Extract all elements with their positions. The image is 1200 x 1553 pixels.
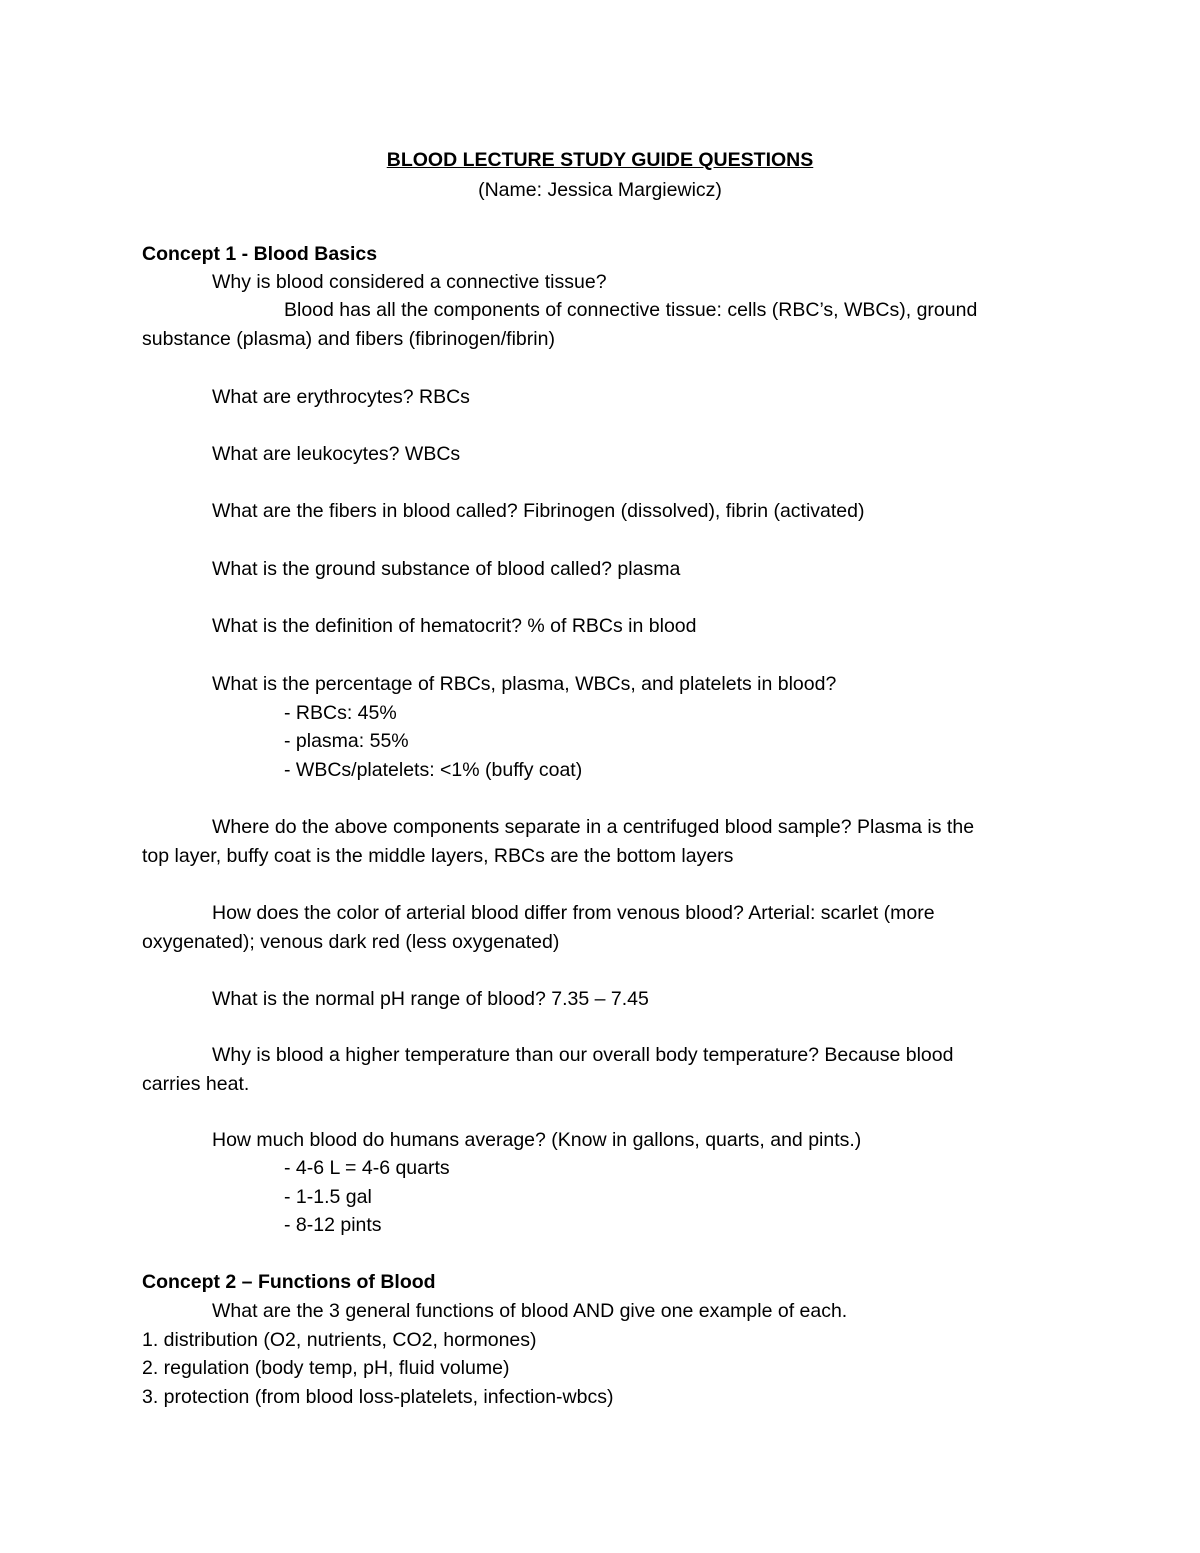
answer-connective-line2: substance (plasma) and fibers (fibrinogen/fibrin)	[142, 328, 555, 350]
question-erythrocytes: What are erythrocytes? RBCs	[212, 386, 470, 408]
question-hematocrit: What is the definition of hematocrit? % of RBCs in blood	[212, 615, 697, 637]
concept1-heading: Concept 1 - Blood Basics	[142, 243, 378, 265]
answer-volume-gallons: - 1-1.5 gal	[284, 1186, 372, 1208]
question-temperature-line1: Why is blood a higher temperature than our overall body temperature? Because blood	[212, 1044, 954, 1066]
answer-percentage-plasma: - plasma: 55%	[284, 730, 409, 752]
question-functions: What are the 3 general functions of blood AND give one example of each.	[212, 1300, 848, 1322]
concept2-heading: Concept 2 – Functions of Blood	[142, 1271, 436, 1293]
answer-function-protection: 3. protection (from blood loss-platelets, infection-wbcs)	[142, 1386, 614, 1408]
question-percentage: What is the percentage of RBCs, plasma, WBCs, and platelets in blood?	[212, 673, 837, 695]
question-ph: What is the normal pH range of blood? 7.35 – 7.45	[212, 988, 649, 1010]
answer-volume-pints: - 8-12 pints	[284, 1214, 382, 1236]
question-volume: How much blood do humans average? (Know in gallons, quarts, and pints.)	[212, 1129, 862, 1151]
answer-percentage-wbcs: - WBCs/platelets: <1% (buffy coat)	[284, 759, 583, 781]
question-color-line1: How does the color of arterial blood differ from venous blood? Arterial: scarlet (more	[212, 902, 935, 924]
question-color-line2: oxygenated); venous dark red (less oxygenated)	[142, 931, 560, 953]
page-subtitle: (Name: Jessica Margiewicz)	[478, 179, 722, 201]
answer-connective-line1: Blood has all the components of connective tissue: cells (RBC’s, WBCs), ground	[284, 299, 978, 321]
question-temperature-line2: carries heat.	[142, 1073, 250, 1095]
answer-function-regulation: 2. regulation (body temp, pH, fluid volume)	[142, 1357, 510, 1379]
question-connective: Why is blood considered a connective tissue?	[212, 271, 607, 293]
answer-volume-quarts: - 4-6 L = 4-6 quarts	[284, 1157, 450, 1179]
question-separation-line2: top layer, buffy coat is the middle layers, RBCs are the bottom layers	[142, 845, 734, 867]
question-leukocytes: What are leukocytes? WBCs	[212, 443, 461, 465]
page-title: BLOOD LECTURE STUDY GUIDE QUESTIONS	[386, 149, 814, 171]
answer-percentage-rbcs: - RBCs: 45%	[284, 702, 397, 724]
question-separation-line1: Where do the above components separate in a centrifuged blood sample? Plasma is the	[212, 816, 975, 838]
question-fibers: What are the fibers in blood called? Fibrinogen (dissolved), fibrin (activated)	[212, 500, 865, 522]
answer-function-distribution: 1. distribution (O2, nutrients, CO2, hormones)	[142, 1329, 537, 1351]
question-ground-substance: What is the ground substance of blood called? plasma	[212, 558, 681, 580]
